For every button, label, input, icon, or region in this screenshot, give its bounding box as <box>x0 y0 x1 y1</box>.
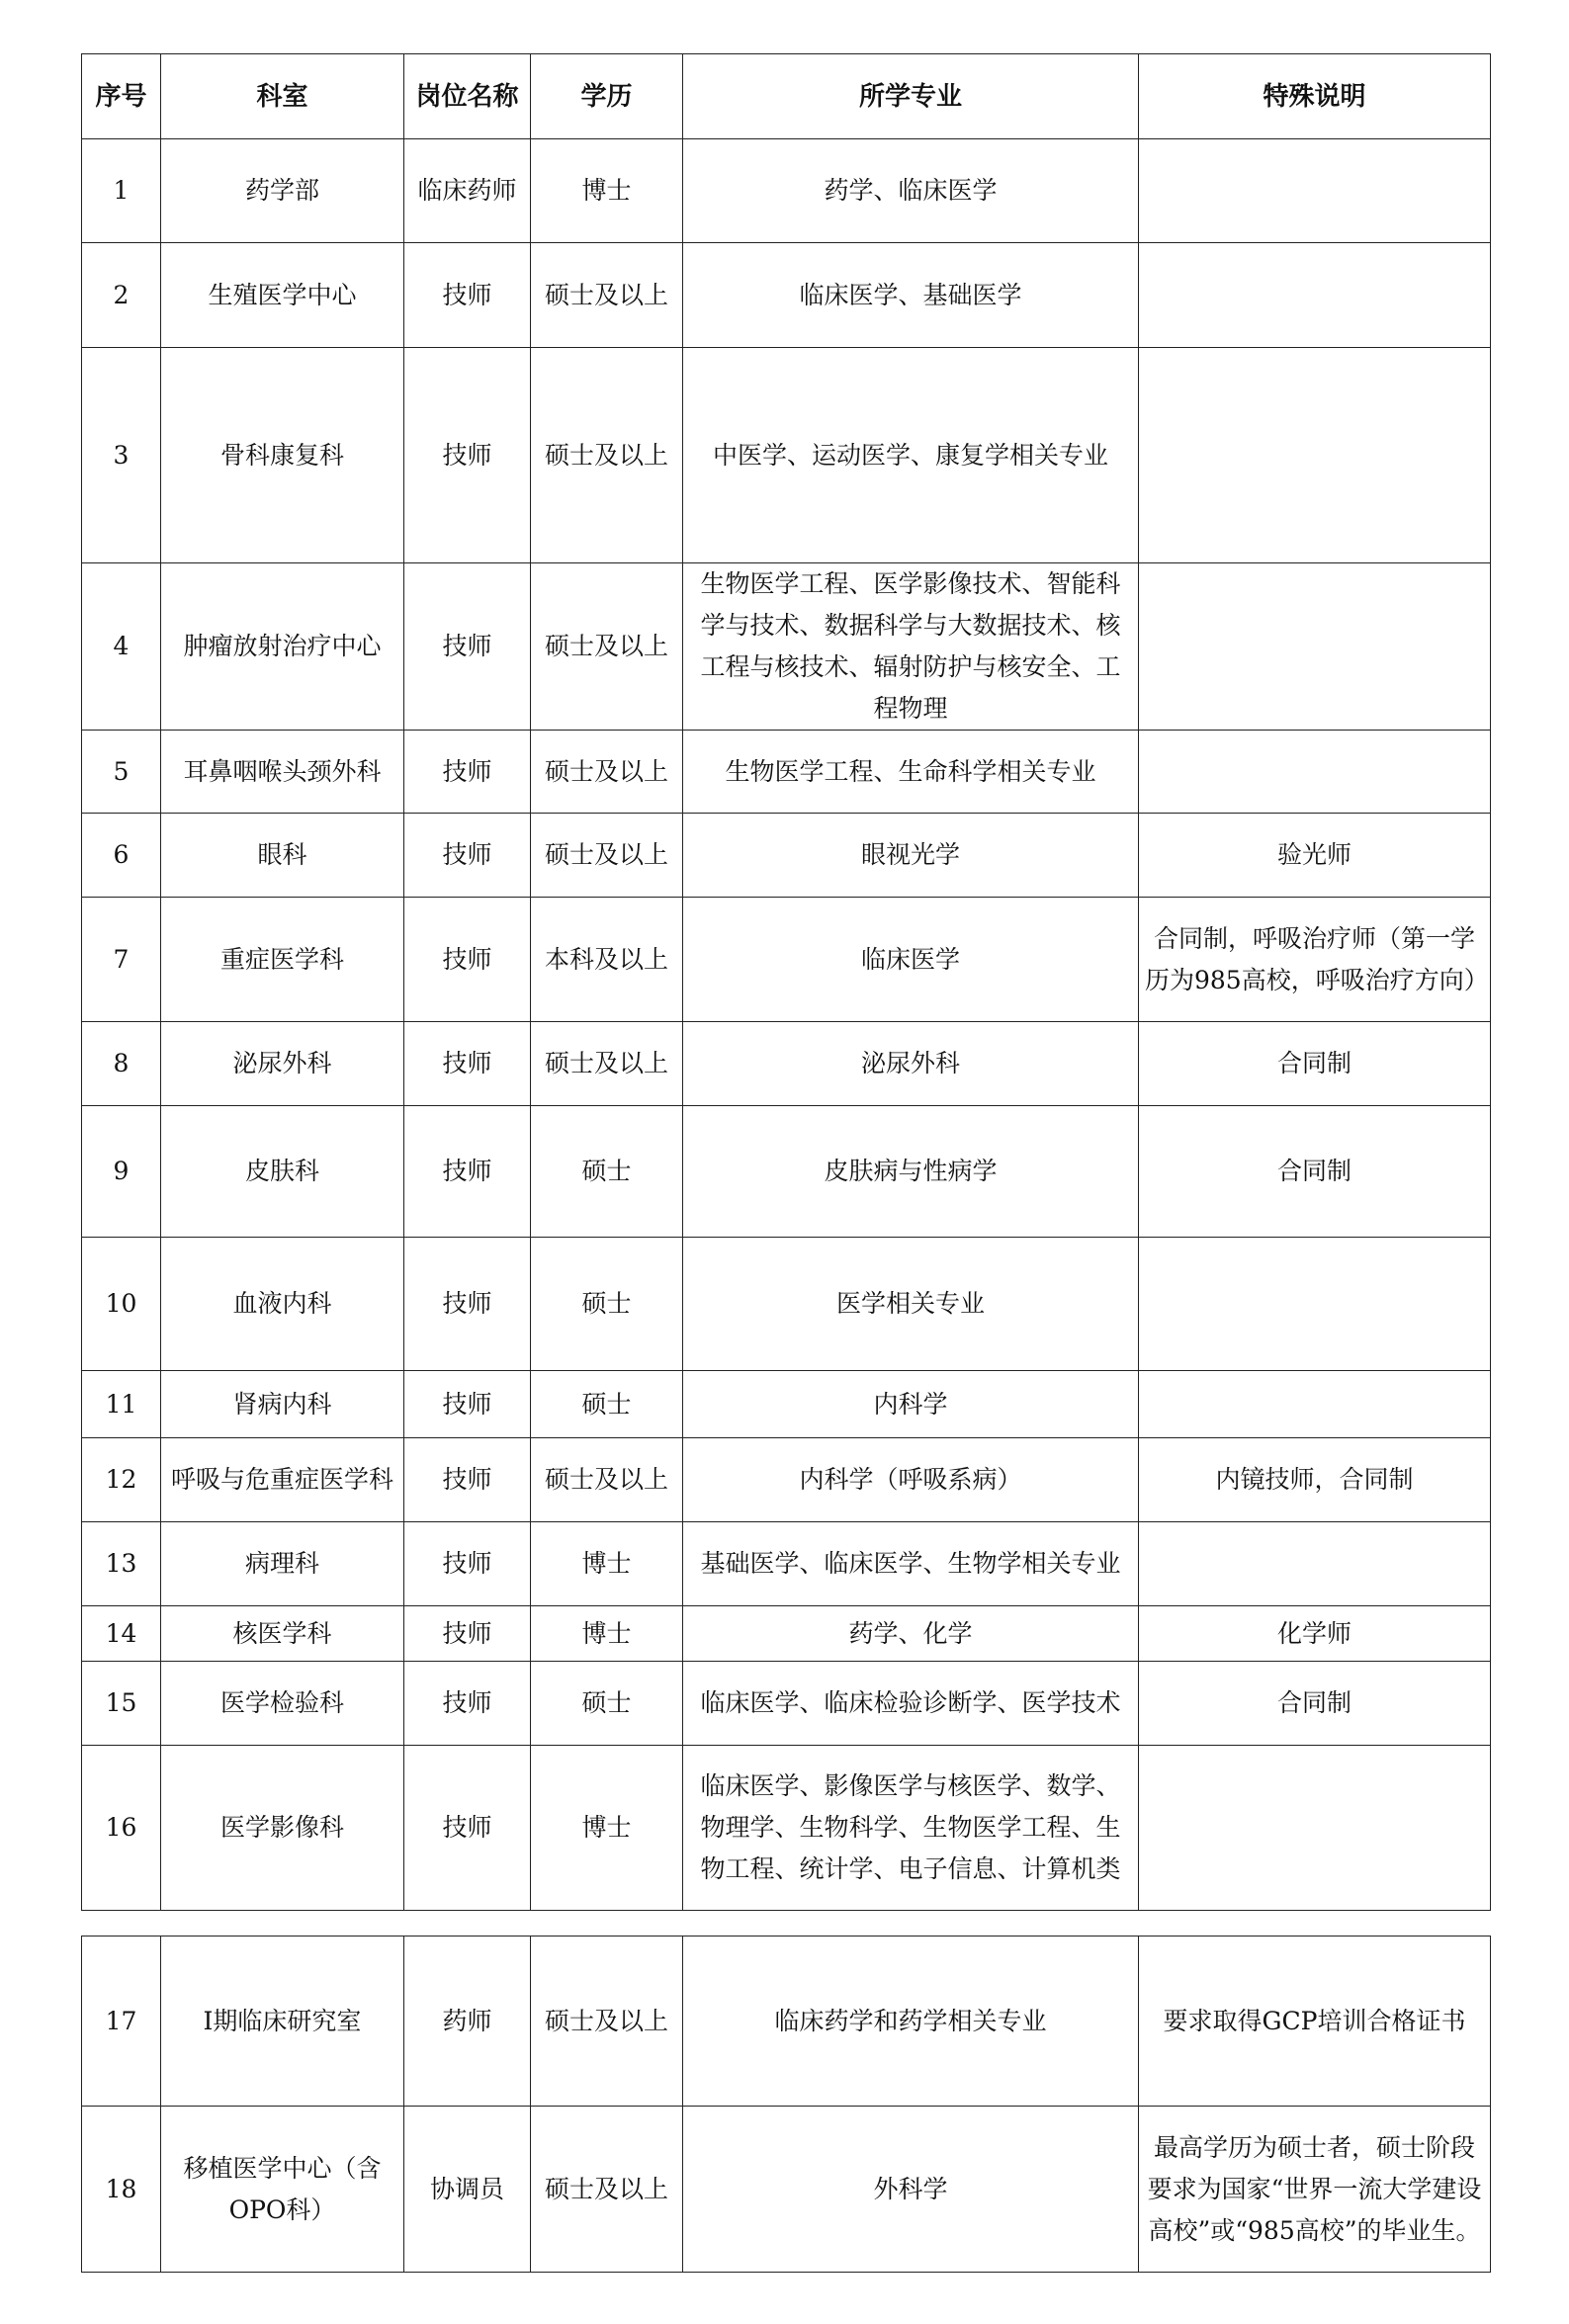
cell-dept: 耳鼻咽喉头颈外科 <box>161 731 404 814</box>
cell-post: 技师 <box>404 1662 531 1746</box>
table-row <box>82 348 1491 563</box>
cell-edu: 博士 <box>531 139 683 243</box>
cell-edu: 硕士及以上 <box>531 243 683 348</box>
cell-dept: 眼科 <box>161 814 404 898</box>
cell-no: 9 <box>82 1106 161 1238</box>
cell-major: 基础医学、临床医学、生物学相关专业 <box>683 1522 1139 1606</box>
cell-post: 药师 <box>404 1937 531 2107</box>
cell-note: 合同制，呼吸治疗师（第一学历为985高校，呼吸治疗方向） <box>1139 898 1491 1022</box>
table-row <box>82 563 1491 731</box>
cell-major: 泌尿外科 <box>683 1022 1139 1106</box>
cell-edu: 硕士及以上 <box>531 814 683 898</box>
cell-note: 内镜技师，合同制 <box>1139 1438 1491 1522</box>
cell-dept: 皮肤科 <box>161 1106 404 1238</box>
cell-dept: 泌尿外科 <box>161 1022 404 1106</box>
cell-no: 7 <box>82 898 161 1022</box>
cell-post: 技师 <box>404 243 531 348</box>
cell-dept: 医学检验科 <box>161 1662 404 1746</box>
cell-post: 技师 <box>404 731 531 814</box>
cell-dept: 重症医学科 <box>161 898 404 1022</box>
cell-no: 10 <box>82 1238 161 1371</box>
cell-edu: 博士 <box>531 1746 683 1911</box>
cell-dept: 血液内科 <box>161 1238 404 1371</box>
header-row <box>82 54 1491 139</box>
cell-dept: 移植医学中心（含OPO科） <box>161 2107 404 2273</box>
cell-edu: 硕士及以上 <box>531 563 683 731</box>
cell-note <box>1139 1371 1491 1438</box>
cell-major: 皮肤病与性病学 <box>683 1106 1139 1238</box>
cell-major: 临床医学、基础医学 <box>683 243 1139 348</box>
cell-major: 外科学 <box>683 2107 1139 2273</box>
cell-major: 药学、化学 <box>683 1606 1139 1662</box>
cell-edu: 硕士及以上 <box>531 1022 683 1106</box>
cell-post: 技师 <box>404 1371 531 1438</box>
cell-no: 6 <box>82 814 161 898</box>
cell-no: 3 <box>82 348 161 563</box>
cell-post: 技师 <box>404 348 531 563</box>
table-row <box>82 1662 1491 1746</box>
header-post: 岗位名称 <box>404 54 531 139</box>
cell-note: 要求取得GCP培训合格证书 <box>1139 1937 1491 2107</box>
cell-note: 验光师 <box>1139 814 1491 898</box>
cell-no: 15 <box>82 1662 161 1746</box>
cell-no: 11 <box>82 1371 161 1438</box>
recruitment-table-continued <box>81 1936 1491 2273</box>
header-note: 特殊说明 <box>1139 54 1491 139</box>
cell-major: 医学相关专业 <box>683 1238 1139 1371</box>
cell-dept: 医学影像科 <box>161 1746 404 1911</box>
table-row <box>82 898 1491 1022</box>
cell-post: 临床药师 <box>404 139 531 243</box>
cell-edu: 本科及以上 <box>531 898 683 1022</box>
table-row <box>82 731 1491 814</box>
cell-edu: 博士 <box>531 1522 683 1606</box>
cell-dept: 骨科康复科 <box>161 348 404 563</box>
cell-edu: 硕士及以上 <box>531 1937 683 2107</box>
header-dept: 科室 <box>161 54 404 139</box>
cell-major: 临床医学、临床检验诊断学、医学技术 <box>683 1662 1139 1746</box>
table-row <box>82 1238 1491 1371</box>
cell-dept: Ⅰ期临床研究室 <box>161 1937 404 2107</box>
cell-post: 协调员 <box>404 2107 531 2273</box>
cell-note: 化学师 <box>1139 1606 1491 1662</box>
cell-edu: 硕士 <box>531 1662 683 1746</box>
cell-dept: 肾病内科 <box>161 1371 404 1438</box>
cell-note: 最高学历为硕士者，硕士阶段要求为国家“世界一流大学建设高校”或“985高校”的毕业生。 <box>1139 2107 1491 2273</box>
cell-no: 13 <box>82 1522 161 1606</box>
cell-no: 12 <box>82 1438 161 1522</box>
cell-post: 技师 <box>404 814 531 898</box>
header-no: 序号 <box>82 54 161 139</box>
table-row <box>82 1937 1491 2107</box>
cell-major: 临床药学和药学相关专业 <box>683 1937 1139 2107</box>
cell-post: 技师 <box>404 1606 531 1662</box>
cell-major: 生物医学工程、生命科学相关专业 <box>683 731 1139 814</box>
cell-note <box>1139 243 1491 348</box>
cell-edu: 硕士及以上 <box>531 731 683 814</box>
cell-post: 技师 <box>404 1522 531 1606</box>
cell-major: 临床医学 <box>683 898 1139 1022</box>
cell-note <box>1139 348 1491 563</box>
cell-note <box>1139 731 1491 814</box>
cell-post: 技师 <box>404 1746 531 1911</box>
table-row <box>82 1522 1491 1606</box>
cell-note: 合同制 <box>1139 1022 1491 1106</box>
table-row <box>82 814 1491 898</box>
header-edu: 学历 <box>531 54 683 139</box>
cell-note <box>1139 1238 1491 1371</box>
table-row <box>82 1106 1491 1238</box>
cell-dept: 药学部 <box>161 139 404 243</box>
cell-note <box>1139 1522 1491 1606</box>
cell-note <box>1139 139 1491 243</box>
table-row <box>82 243 1491 348</box>
table-row <box>82 1371 1491 1438</box>
cell-dept: 核医学科 <box>161 1606 404 1662</box>
cell-major: 生物医学工程、医学影像技术、智能科学与技术、数据科学与大数据技术、核工程与核技术、辐射防护与核安全、工程物理 <box>683 563 1139 731</box>
cell-major: 中医学、运动医学、康复学相关专业 <box>683 348 1139 563</box>
cell-no: 1 <box>82 139 161 243</box>
cell-edu: 硕士及以上 <box>531 348 683 563</box>
cell-edu: 硕士及以上 <box>531 2107 683 2273</box>
cell-note <box>1139 1746 1491 1911</box>
table-row <box>82 1022 1491 1106</box>
table-row <box>82 1746 1491 1911</box>
cell-note: 合同制 <box>1139 1662 1491 1746</box>
cell-no: 17 <box>82 1937 161 2107</box>
cell-dept: 呼吸与危重症医学科 <box>161 1438 404 1522</box>
cell-no: 14 <box>82 1606 161 1662</box>
cell-dept: 肿瘤放射治疗中心 <box>161 563 404 731</box>
cell-no: 18 <box>82 2107 161 2273</box>
recruitment-table <box>81 53 1491 1911</box>
cell-edu: 硕士 <box>531 1371 683 1438</box>
cell-dept: 病理科 <box>161 1522 404 1606</box>
cell-edu: 硕士 <box>531 1106 683 1238</box>
cell-edu: 硕士 <box>531 1238 683 1371</box>
cell-major: 内科学 <box>683 1371 1139 1438</box>
cell-no: 16 <box>82 1746 161 1911</box>
cell-major: 内科学（呼吸系病） <box>683 1438 1139 1522</box>
cell-post: 技师 <box>404 898 531 1022</box>
cell-major: 眼视光学 <box>683 814 1139 898</box>
cell-post: 技师 <box>404 1238 531 1371</box>
table-row <box>82 139 1491 243</box>
cell-no: 5 <box>82 731 161 814</box>
cell-dept: 生殖医学中心 <box>161 243 404 348</box>
cell-note <box>1139 563 1491 731</box>
cell-no: 4 <box>82 563 161 731</box>
cell-post: 技师 <box>404 1106 531 1238</box>
table-row <box>82 2107 1491 2273</box>
cell-post: 技师 <box>404 1022 531 1106</box>
cell-edu: 硕士及以上 <box>531 1438 683 1522</box>
table-row <box>82 1438 1491 1522</box>
cell-note: 合同制 <box>1139 1106 1491 1238</box>
cell-no: 8 <box>82 1022 161 1106</box>
cell-no: 2 <box>82 243 161 348</box>
table-row <box>82 1606 1491 1662</box>
cell-post: 技师 <box>404 563 531 731</box>
cell-post: 技师 <box>404 1438 531 1522</box>
header-major: 所学专业 <box>683 54 1139 139</box>
cell-major: 药学、临床医学 <box>683 139 1139 243</box>
cell-major: 临床医学、影像医学与核医学、数学、物理学、生物科学、生物医学工程、生物工程、统计学、电子信息、计算机类 <box>683 1746 1139 1911</box>
cell-edu: 博士 <box>531 1606 683 1662</box>
